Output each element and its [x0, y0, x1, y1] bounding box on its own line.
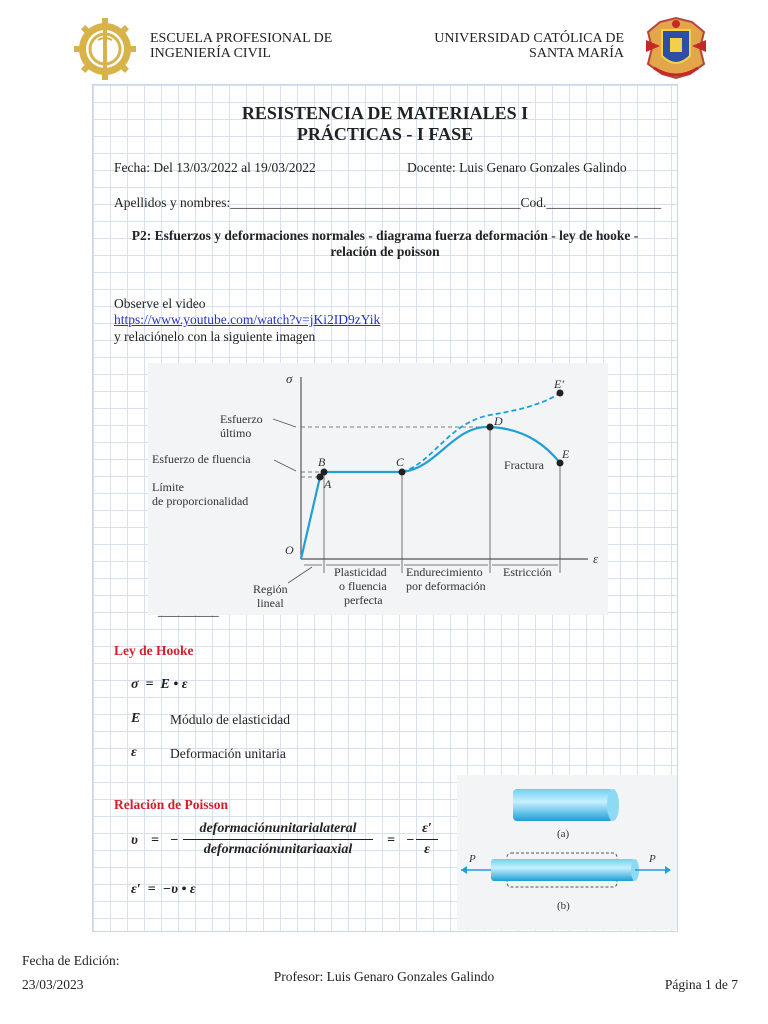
- poisson-nu: υ: [131, 833, 138, 848]
- hooke-eps-symbol: ε: [131, 745, 137, 760]
- point-d: [487, 424, 494, 431]
- relacione-text: y relaciónelo con la siguiente imagen: [114, 329, 316, 344]
- label-c: C: [396, 455, 405, 469]
- fecha-edicion-label: Fecha de Edición:: [22, 953, 120, 968]
- university-name: [434, 31, 624, 61]
- endurecimiento-1: Endurecimiento: [406, 565, 483, 579]
- school-name-line2: INGENIERÍA CIVIL: [150, 46, 271, 61]
- label-e-prime: E′: [554, 377, 564, 391]
- university-crest: [640, 12, 712, 84]
- endurecimiento-2: por deformación: [406, 579, 486, 593]
- fractura-label: Fractura: [504, 458, 544, 472]
- stress-strain-curve: [301, 427, 560, 559]
- estriccion-label: Estricción: [503, 565, 552, 579]
- label-b: B: [318, 455, 326, 469]
- school-name: [150, 31, 332, 61]
- university-name-line1: UNIVERSIDAD CATÓLICA DE: [434, 31, 624, 46]
- esfuerzo-ultimo-label-2: último: [220, 426, 252, 440]
- label-b-fig: (b): [557, 900, 570, 912]
- stress-strain-diagram: [148, 363, 608, 615]
- poisson-eq-1: =: [151, 833, 159, 848]
- bar-a: [513, 789, 613, 821]
- label-a: A: [324, 477, 332, 491]
- p-right: P: [649, 853, 656, 865]
- doc-title-line2: PRÁCTICAS - I FASE: [296, 124, 474, 144]
- hooke-eps-desc: Deformación unitaria: [170, 746, 286, 761]
- poisson-frac2-den: ε: [424, 842, 430, 857]
- hooke-formula: σ = E • ε: [131, 677, 188, 692]
- practice-subtitle-line1: P2: Esfuerzos y deformaciones normales - diagrama fuerza deformación - ley de hooke -: [131, 228, 639, 243]
- limite-label-2: de proporcionalidad: [152, 494, 249, 508]
- poisson-denominator: deformaciónunitariaaxial: [203, 842, 353, 857]
- poisson-bar-figure: [457, 775, 677, 930]
- university-name-line2: SANTA MARÍA: [529, 46, 624, 61]
- apellidos-field[interactable]: Apellidos y nombres:___________________________________________Cod._________________: [114, 195, 662, 210]
- poisson-eq-2: =: [387, 833, 395, 848]
- p-left: P: [469, 853, 476, 865]
- hooke-e-desc: Módulo de elasticidad: [170, 712, 290, 727]
- region-lineal-2: lineal: [257, 596, 284, 610]
- school-logo: [72, 16, 138, 82]
- poisson-numerator: deformaciónunitarialateral: [199, 821, 357, 836]
- label-a-fig: (a): [557, 828, 570, 840]
- point-c: [399, 469, 406, 476]
- footer-profesor: Profesor: Luis Genaro Gonzales Galindo: [273, 969, 495, 984]
- label-d: D: [494, 414, 503, 428]
- hooke-heading: Ley de Hooke: [114, 643, 194, 658]
- practice-subtitle-line2: relación de poisson: [330, 244, 440, 259]
- point-b: [321, 469, 328, 476]
- epsilon-label: ε: [593, 551, 599, 566]
- sigma-label: σ: [286, 371, 293, 386]
- school-name-line1: ESCUELA PROFESIONAL DE: [150, 31, 333, 46]
- poisson-formula-2: ε′ = −υ • ε: [131, 882, 196, 897]
- underline-stub: _________: [158, 603, 219, 618]
- poisson-minus-1: −: [170, 833, 179, 848]
- bar-b: [491, 859, 635, 881]
- fecha-text: Fecha: Del 13/03/2022 al 19/03/2022: [114, 160, 316, 175]
- poisson-heading: Relación de Poisson: [114, 797, 229, 812]
- observe-text: Observe el video: [114, 296, 206, 311]
- fecha-edicion-value: 23/03/2023: [22, 977, 84, 992]
- origin-label: O: [285, 543, 294, 557]
- poisson-fraction-1: [183, 821, 373, 858]
- esfuerzo-ultimo-label-1: Esfuerzo: [220, 412, 263, 426]
- plasticidad-3: perfecta: [344, 593, 383, 607]
- plasticidad-2: o fluencia: [339, 579, 387, 593]
- region-lineal-1: Región: [253, 582, 288, 596]
- hooke-e-symbol: E: [131, 711, 141, 726]
- poisson-minus-2: −: [406, 833, 415, 848]
- page-number: Página 1 de 7: [664, 977, 738, 992]
- docente-text: Docente: Luis Genaro Gonzales Galindo: [407, 160, 627, 175]
- poisson-frac2-num: ε′: [422, 821, 432, 836]
- plasticidad-1: Plasticidad: [334, 565, 387, 579]
- doc-title-line1: RESISTENCIA DE MATERIALES I: [241, 103, 529, 123]
- video-link[interactable]: https://www.youtube.com/watch?v=jKi2ID9zYik: [114, 312, 381, 327]
- poisson-fraction-2: [416, 821, 438, 858]
- label-e: E: [562, 447, 570, 461]
- limite-label-1: Límite: [152, 480, 184, 494]
- esfuerzo-fluencia-label: Esfuerzo de fluencia: [152, 452, 251, 466]
- document-sheet: [92, 84, 678, 932]
